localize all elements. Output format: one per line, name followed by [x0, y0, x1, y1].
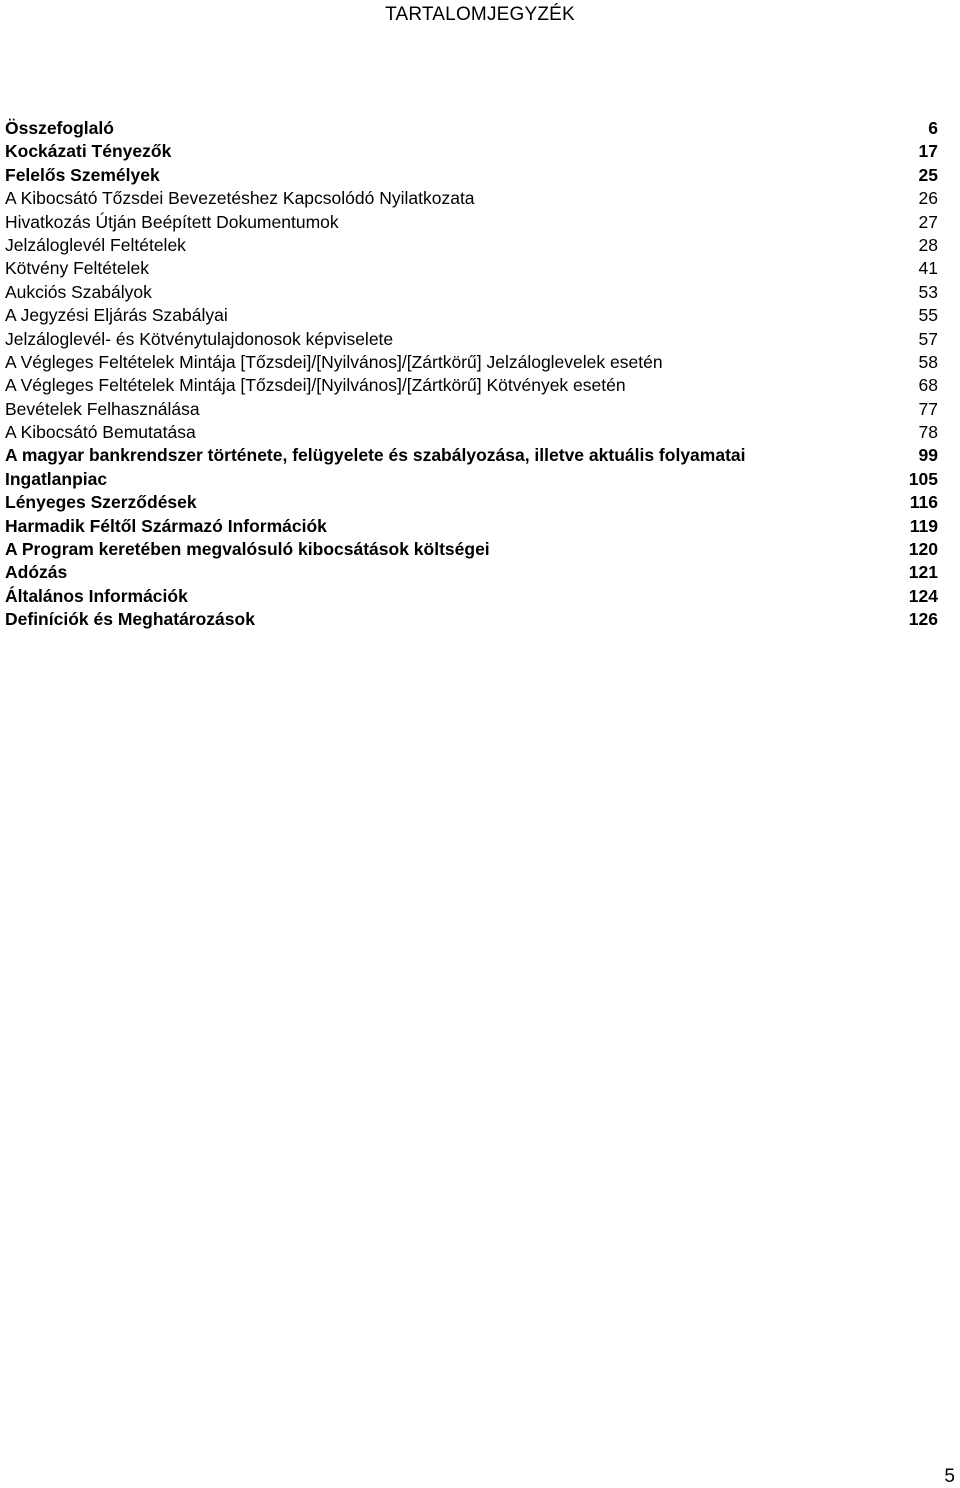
toc-entry-page: 28 — [918, 234, 938, 255]
toc-entry-page: 57 — [918, 328, 938, 349]
toc-entry-page: 77 — [918, 398, 938, 419]
toc-entry[interactable] — [5, 538, 938, 561]
toc-entry-page: 55 — [918, 305, 938, 326]
toc-entry-page: 53 — [918, 281, 938, 302]
toc-entry-title: A Kibocsátó Bemutatása — [5, 422, 196, 443]
table-of-contents — [5, 117, 938, 632]
toc-entry[interactable] — [5, 234, 938, 257]
toc-entry[interactable] — [5, 281, 938, 304]
toc-entry-page: 27 — [918, 211, 938, 232]
toc-entry-title: Ingatlanpiac — [5, 468, 108, 489]
toc-entry-page: 68 — [918, 375, 938, 396]
toc-entry-title: A Jegyzési Eljárás Szabályai — [5, 305, 228, 326]
toc-entry-title: Hivatkozás Útján Beépített Dokumentumok — [5, 211, 339, 232]
toc-entry-title: Jelzáloglevél Feltételek — [5, 234, 186, 255]
toc-entry-page: 25 — [918, 164, 938, 185]
toc-entry-title: A magyar bankrendszer története, felügyelete és szabályozása, illetve aktuális folyamatai — [5, 445, 746, 466]
toc-entry[interactable] — [5, 211, 938, 234]
toc-entry[interactable] — [5, 468, 938, 491]
page-title: TARTALOMJEGYZÉK — [385, 4, 575, 25]
toc-entry-page: 6 — [928, 118, 938, 138]
toc-entry-title: Lényeges Szerződések — [5, 492, 197, 513]
toc-entry-page: 78 — [918, 422, 938, 443]
toc-entry-title: Definíciók és Meghatározások — [5, 609, 255, 630]
toc-entry-page: 26 — [918, 188, 938, 209]
toc-entry-page: 58 — [918, 351, 938, 372]
page-number: 5 — [944, 1466, 955, 1487]
toc-entry-title: A Program keretében megvalósuló kibocsátások költségei — [5, 539, 490, 560]
toc-entry[interactable] — [5, 585, 938, 608]
toc-entry[interactable] — [5, 398, 938, 421]
toc-entry-title: A Végleges Feltételek Mintája [Tőzsdei]/[Nyilvános]/[Zártkörű] Jelzáloglevelek esetén — [5, 351, 663, 372]
toc-entry[interactable] — [5, 561, 938, 584]
toc-entry[interactable] — [5, 608, 938, 631]
toc-entry-page: 120 — [908, 539, 938, 560]
toc-entry[interactable] — [5, 257, 938, 280]
toc-entry[interactable] — [5, 374, 938, 397]
toc-entry[interactable] — [5, 140, 938, 163]
toc-entry-title: Adózás — [5, 562, 68, 583]
toc-entry-page: 126 — [908, 609, 938, 630]
toc-entry-page: 105 — [908, 468, 938, 489]
toc-entry[interactable] — [5, 351, 938, 374]
toc-entry[interactable] — [5, 117, 938, 140]
toc-entry-title: A Kibocsátó Tőzsdei Bevezetéshez Kapcsolódó Nyilatkozata — [5, 188, 475, 209]
toc-entry[interactable] — [5, 491, 938, 514]
toc-entry-page: 116 — [909, 492, 938, 513]
toc-entry-title: Bevételek Felhasználása — [5, 398, 200, 419]
toc-entry-title: Aukciós Szabályok — [5, 281, 152, 302]
toc-entry[interactable] — [5, 164, 938, 187]
toc-entry-page: 121 — [908, 562, 938, 583]
toc-entry-page: 99 — [918, 445, 938, 466]
toc-entry[interactable] — [5, 187, 938, 210]
toc-entry[interactable] — [5, 444, 938, 467]
toc-entry[interactable] — [5, 328, 938, 351]
toc-entry[interactable] — [5, 304, 938, 327]
toc-entry-title: Harmadik Féltől Származó Információk — [5, 515, 327, 536]
toc-entry[interactable] — [5, 421, 938, 444]
toc-entry-page: 17 — [918, 141, 938, 162]
toc-entry-title: Felelős Személyek — [5, 164, 160, 185]
toc-entry-title: Összefoglaló — [5, 118, 114, 138]
toc-entry-page: 41 — [918, 258, 938, 279]
toc-entry-title: Kockázati Tényezők — [5, 141, 172, 162]
toc-entry-title: Jelzáloglevél- és Kötvénytulajdonosok képviselete — [5, 328, 394, 349]
toc-entry-page: 119 — [909, 515, 938, 536]
toc-entry-page: 124 — [908, 585, 938, 606]
toc-entry-title: Kötvény Feltételek — [5, 258, 149, 279]
toc-entry-title: A Végleges Feltételek Mintája [Tőzsdei]/[Nyilvános]/[Zártkörű] Kötvények esetén — [5, 375, 626, 396]
toc-entry-title: Általános Információk — [5, 585, 188, 606]
toc-entry[interactable] — [5, 515, 938, 538]
